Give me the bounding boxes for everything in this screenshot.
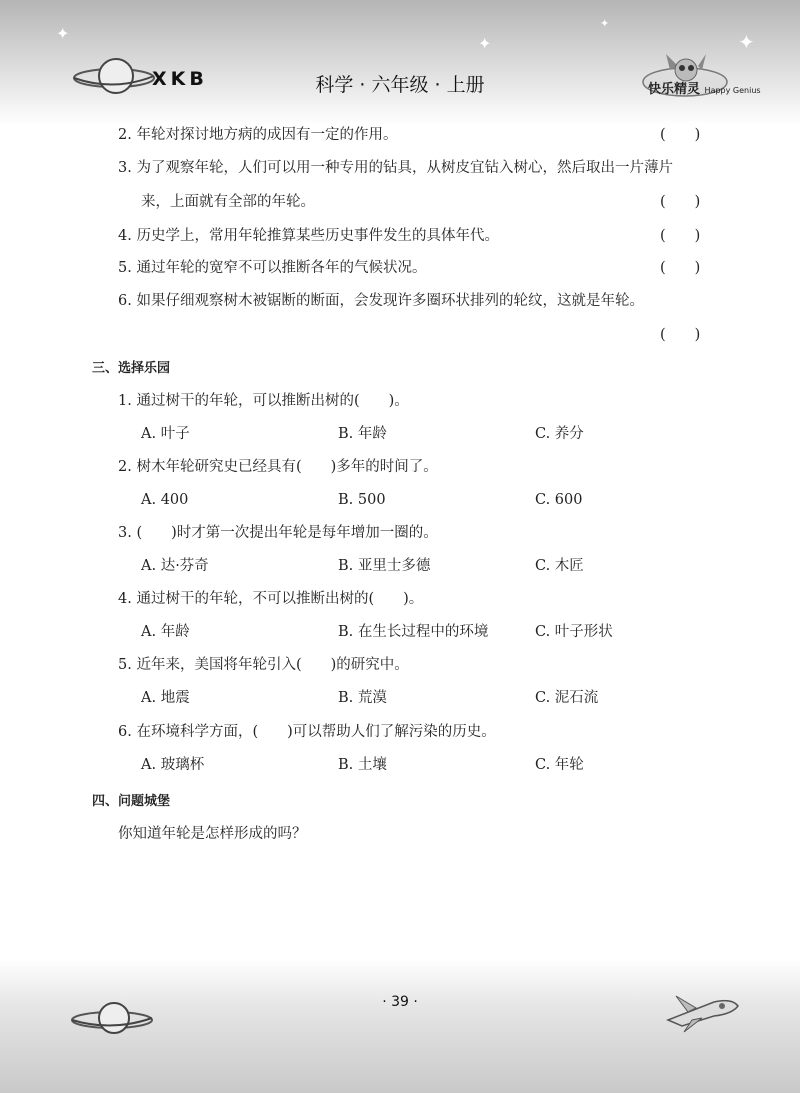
choice-question-5: 5. 近年来，美国将年轮引入( )的研究中。 xyxy=(118,657,409,673)
item-number: 3. xyxy=(118,160,132,176)
choice-question-3: 3. ( )时才第一次提出年轮是每年增加一圈的。 xyxy=(118,525,438,541)
sparkle-icon: ✦ xyxy=(738,30,755,54)
item-text: 年轮对探讨地方病的成因有一定的作用。 xyxy=(136,127,398,143)
choice-question-1: 1. 通过树干的年轮，可以推断出树的( )。 xyxy=(118,393,409,409)
choice-question-4: 4. 通过树干的年轮，不可以推断出树的( )。 xyxy=(118,591,424,607)
answer-paren[interactable]: ( ) xyxy=(660,260,701,276)
option-a[interactable]: A. 年龄 xyxy=(141,624,190,640)
judge-item-4 xyxy=(118,226,499,246)
page-number: · 39 · xyxy=(382,994,418,1010)
option-b[interactable]: B. 在生长过程中的环境 xyxy=(338,624,489,640)
item-text: 历史学上，常用年轮推算某些历史事件发生的具体年代。 xyxy=(136,228,499,244)
option-c[interactable]: C. 木匠 xyxy=(535,558,584,574)
option-c[interactable]: C. 养分 xyxy=(535,426,584,442)
option-b[interactable]: B. 500 xyxy=(338,492,386,508)
item-number: 6. xyxy=(118,293,132,309)
item-text: 为了观察年轮，人们可以用一种专用的钻具，从树皮宜钻入树心，然后取出一片薄片 xyxy=(136,160,673,176)
sparkle-icon: ✦ xyxy=(478,34,492,53)
judge-item-3 xyxy=(118,158,673,178)
sparkle-icon: ✦ xyxy=(600,17,610,30)
answer-paren[interactable]: ( ) xyxy=(660,194,701,210)
option-a[interactable]: A. 地震 xyxy=(141,690,190,706)
item-number: 4. xyxy=(118,228,132,244)
answer-paren[interactable]: ( ) xyxy=(660,228,701,244)
section-heading-question: 四、问题城堡 xyxy=(92,794,171,809)
choice-question-6: 6. 在环境科学方面，( )可以帮助人们了解污染的历史。 xyxy=(118,724,496,740)
brand-logo-text xyxy=(648,78,761,97)
option-c[interactable]: C. 600 xyxy=(535,492,583,508)
page-header-title: 科学 · 六年级 · 上册 xyxy=(315,74,485,96)
judge-item-6 xyxy=(118,291,644,311)
brand-logo-en: Happy Genius xyxy=(704,86,761,95)
space-shuttle-icon xyxy=(662,990,742,1034)
option-b[interactable]: B. 荒漠 xyxy=(338,690,387,706)
option-b[interactable]: B. 土壤 xyxy=(338,757,387,773)
answer-paren[interactable]: ( ) xyxy=(660,327,701,343)
item-text: 如果仔细观察树木被锯断的断面，会发现许多圈环状排列的轮纹，这就是年轮。 xyxy=(136,293,644,309)
xkb-logo: XKB xyxy=(152,68,208,90)
brand-logo-cn: 快乐精灵 xyxy=(648,82,701,97)
option-a[interactable]: A. 叶子 xyxy=(141,426,190,442)
answer-paren[interactable]: ( ) xyxy=(660,127,701,143)
option-c[interactable]: C. 年轮 xyxy=(535,757,584,773)
option-b[interactable]: B. 年龄 xyxy=(338,426,387,442)
item-text: 通过年轮的宽窄不可以推断各年的气候状况。 xyxy=(136,260,427,276)
judge-item-3-cont: 来，上面就有全部的年轮。 xyxy=(141,194,315,210)
option-a[interactable]: A. 玻璃杯 xyxy=(141,757,205,773)
option-c[interactable]: C. 叶子形状 xyxy=(535,624,613,640)
sparkle-icon: ✦ xyxy=(56,24,70,43)
open-question: 你知道年轮是怎样形成的吗？ xyxy=(118,826,307,842)
choice-question-2: 2. 树木年轮研究史已经具有( )多年的时间了。 xyxy=(118,459,438,475)
item-number: 2. xyxy=(118,127,132,143)
judge-item-2 xyxy=(118,125,397,145)
option-b[interactable]: B. 亚里士多德 xyxy=(338,558,431,574)
answer-area[interactable] xyxy=(118,852,718,952)
option-a[interactable]: A. 400 xyxy=(141,492,189,508)
section-heading-choice: 三、选择乐园 xyxy=(92,361,171,376)
option-a[interactable]: A. 达·芬奇 xyxy=(141,558,209,574)
judge-item-5 xyxy=(118,258,426,278)
option-c[interactable]: C. 泥石流 xyxy=(535,690,599,706)
item-number: 5. xyxy=(118,260,132,276)
